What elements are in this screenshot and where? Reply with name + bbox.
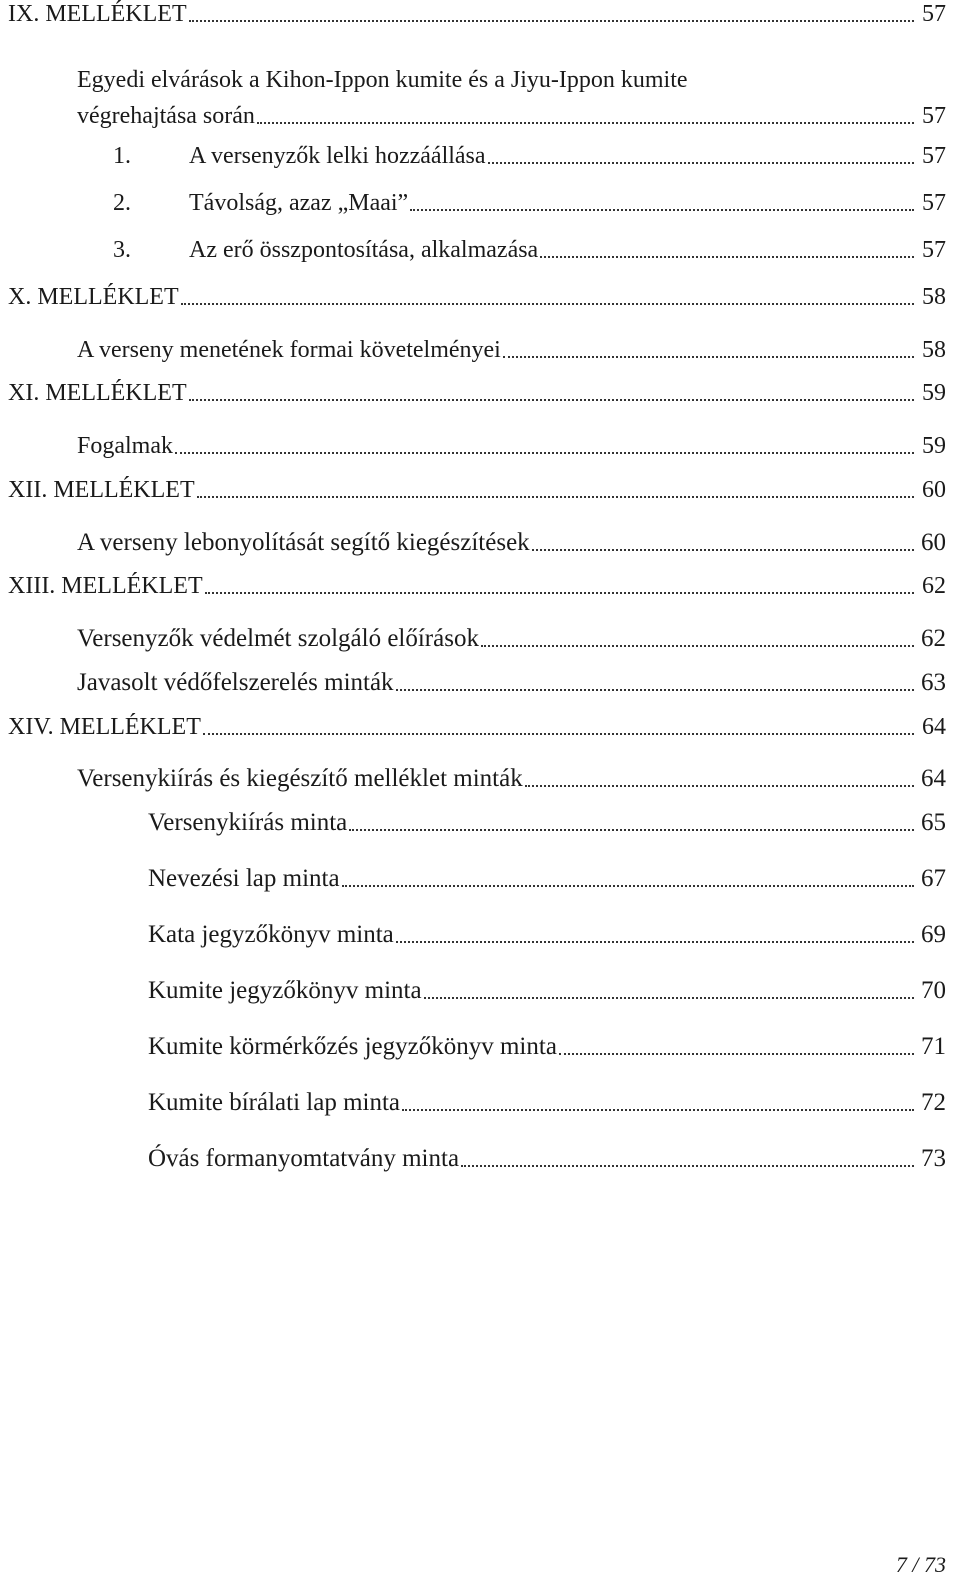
toc-entry bbox=[77, 58, 946, 94]
toc-entry[interactable] bbox=[148, 1025, 946, 1061]
toc-entry-title: XI. MELLÉKLET bbox=[8, 380, 187, 406]
dot-leader bbox=[540, 255, 914, 258]
toc-entry-title: Kata jegyzőkönyv minta bbox=[148, 921, 394, 948]
toc-entry[interactable] bbox=[113, 134, 946, 170]
dot-leader bbox=[342, 884, 914, 887]
toc-entry[interactable] bbox=[77, 94, 946, 130]
toc-entry-title: Óvás formanyomtatvány minta bbox=[148, 1145, 460, 1172]
dot-leader bbox=[396, 940, 914, 943]
toc-entry-page: 64 bbox=[922, 714, 946, 740]
toc-entry-page: 60 bbox=[922, 477, 946, 503]
dot-leader bbox=[503, 355, 914, 358]
toc-entry-page: 73 bbox=[921, 1145, 946, 1172]
toc-entry-title: IX. MELLÉKLET bbox=[8, 1, 187, 27]
dot-leader bbox=[488, 161, 914, 164]
dot-leader bbox=[481, 644, 914, 647]
toc-entry[interactable] bbox=[8, 275, 946, 311]
toc-entry[interactable] bbox=[8, 0, 946, 28]
toc-entry-title: Versenykiírás minta bbox=[148, 809, 348, 836]
dot-leader bbox=[197, 495, 914, 498]
toc-entry-title: XII. MELLÉKLET bbox=[8, 477, 195, 503]
toc-entry[interactable] bbox=[8, 564, 946, 600]
dot-leader bbox=[203, 732, 914, 735]
toc-entry-title: XIV. MELLÉKLET bbox=[8, 714, 201, 740]
dot-leader bbox=[525, 784, 914, 787]
toc-entry[interactable] bbox=[77, 617, 946, 653]
toc-entry[interactable] bbox=[113, 228, 946, 264]
toc-entry-page: 57 bbox=[922, 190, 946, 216]
toc-entry[interactable] bbox=[8, 468, 946, 504]
toc-entry-page: 67 bbox=[921, 865, 946, 892]
page-indicator: 7 / 73 bbox=[895, 1552, 946, 1577]
toc-entry[interactable] bbox=[8, 705, 946, 741]
toc-entry-title: A verseny lebonyolítását segítő kiegészítések bbox=[77, 529, 530, 556]
dot-leader bbox=[396, 688, 914, 691]
dot-leader bbox=[532, 548, 914, 551]
toc-entry[interactable] bbox=[77, 424, 946, 460]
dot-leader bbox=[559, 1052, 914, 1055]
toc-entry-number: 1. bbox=[113, 143, 131, 169]
toc-entry-page: 58 bbox=[922, 284, 946, 310]
dot-leader bbox=[181, 302, 914, 305]
toc-entry-title: Kumite bírálati lap minta bbox=[148, 1089, 401, 1116]
toc-entry-page: 58 bbox=[922, 337, 946, 363]
toc-entry-page: 60 bbox=[921, 529, 946, 556]
toc-entry-number: 3. bbox=[113, 237, 131, 263]
toc-entry-title: Távolság, azaz „Maai” bbox=[189, 190, 409, 216]
toc-entry-page: 70 bbox=[921, 977, 946, 1004]
toc-entry-title: Fogalmak bbox=[77, 433, 173, 459]
toc-entry-page: 62 bbox=[921, 625, 946, 652]
dot-leader bbox=[424, 996, 914, 999]
toc-entry-title: Javasolt védőfelszerelés minták bbox=[77, 669, 394, 696]
toc-entry[interactable] bbox=[77, 328, 946, 364]
dot-leader bbox=[189, 398, 914, 401]
toc-entry[interactable] bbox=[77, 757, 946, 793]
dot-leader bbox=[257, 121, 914, 124]
dot-leader bbox=[205, 591, 914, 594]
toc-entry-title: A versenyzők lelki hozzáállása bbox=[189, 143, 486, 169]
toc-entry[interactable] bbox=[77, 661, 946, 697]
toc-entry[interactable] bbox=[8, 371, 946, 407]
toc-entry-page: 59 bbox=[922, 380, 946, 406]
toc-entry[interactable] bbox=[148, 969, 946, 1005]
dot-leader bbox=[410, 208, 914, 211]
dot-leader bbox=[461, 1164, 914, 1167]
dot-leader bbox=[402, 1108, 914, 1111]
toc-entry[interactable] bbox=[148, 913, 946, 949]
toc-entry-page: 72 bbox=[921, 1089, 946, 1116]
toc-entry-page: 57 bbox=[922, 103, 946, 129]
toc-entry-page: 69 bbox=[921, 921, 946, 948]
dot-leader bbox=[349, 828, 914, 831]
toc-entry-page: 71 bbox=[921, 1033, 946, 1060]
toc-entry-page: 62 bbox=[922, 573, 946, 599]
toc-entry[interactable] bbox=[148, 1081, 946, 1117]
toc-entry-title: Nevezési lap minta bbox=[148, 865, 340, 892]
toc-entry[interactable] bbox=[113, 181, 946, 217]
toc-entry-number: 2. bbox=[113, 190, 131, 216]
toc-entry-page: 59 bbox=[922, 433, 946, 459]
toc-entry[interactable] bbox=[148, 801, 946, 837]
toc-entry-title: A verseny menetének formai követelményei bbox=[77, 337, 501, 363]
toc-entry-page: 57 bbox=[922, 237, 946, 263]
toc-entry-title: X. MELLÉKLET bbox=[8, 284, 179, 310]
toc-entry-title: Az erő összpontosítása, alkalmazása bbox=[189, 237, 539, 263]
toc-entry-title: Kumite körmérkőzés jegyzőkönyv minta bbox=[148, 1033, 557, 1060]
toc-entry[interactable] bbox=[148, 857, 946, 893]
toc-entry-title: Versenyzők védelmét szolgáló előírások bbox=[77, 625, 479, 652]
toc-entry-page: 57 bbox=[922, 143, 946, 169]
toc-entry-title: Kumite jegyzőkönyv minta bbox=[148, 977, 422, 1004]
toc-entry-title: XIII. MELLÉKLET bbox=[8, 573, 203, 599]
toc-entry-title: Versenykiírás és kiegészítő melléklet minták bbox=[77, 765, 523, 792]
toc-entry-page: 65 bbox=[921, 809, 946, 836]
dot-leader bbox=[175, 451, 914, 454]
toc-entry[interactable] bbox=[148, 1137, 946, 1173]
toc-entry-page: 63 bbox=[921, 669, 946, 696]
toc-entry-title: Egyedi elvárások a Kihon-Ippon kumite és a Jiyu-Ippon kumite bbox=[77, 67, 688, 93]
dot-leader bbox=[189, 19, 914, 22]
toc-entry-page: 57 bbox=[922, 1, 946, 27]
toc-entry-title: végrehajtása során bbox=[77, 103, 255, 129]
toc-entry-page: 64 bbox=[921, 765, 946, 792]
toc-entry[interactable] bbox=[77, 521, 946, 557]
